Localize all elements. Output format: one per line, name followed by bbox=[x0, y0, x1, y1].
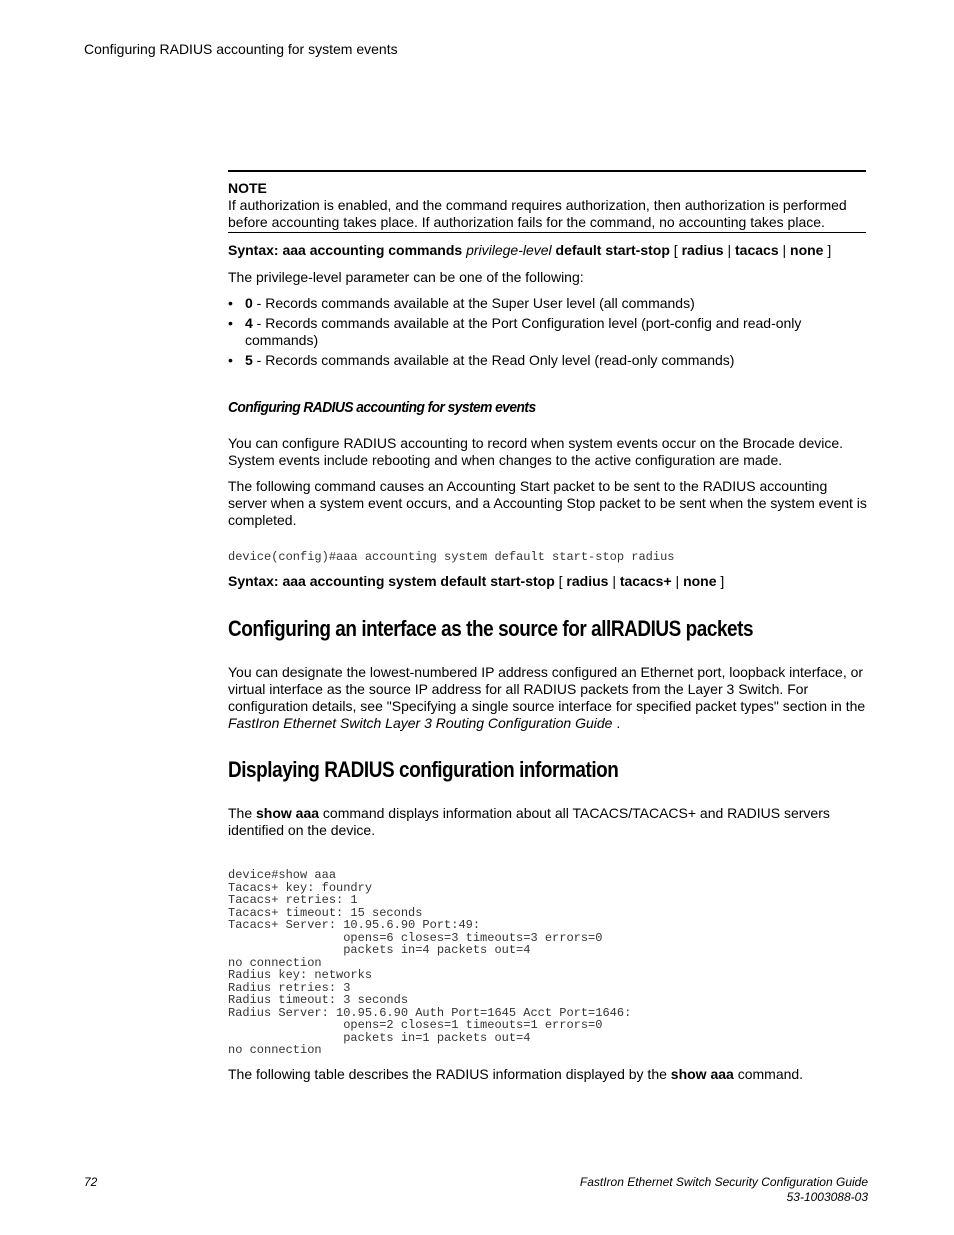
syntax-mid: default start-stop bbox=[551, 242, 674, 258]
level-text: - Records commands available at the Super User level (all commands) bbox=[252, 295, 695, 311]
command-show-aaa: show aaa bbox=[670, 1066, 734, 1082]
heading-source-interface: Configuring an interface as the source for allRADIUS packets bbox=[228, 616, 754, 641]
syntax-sep: | bbox=[778, 242, 791, 258]
table-intro-para bbox=[228, 1066, 868, 1083]
syntax-opt-radius: radius bbox=[566, 573, 609, 589]
code-show-aaa-output: device#show aaa Tacacs+ key: foundry Tacacs+ retries: 1 Tacacs+ timeout: 15 seconds Tacacs+ Server: 10.95.6.90 Port:49: opens=6 closes=3 timeouts=3 errors=0 packets in=4 packets out=4 no connection Radius key: networks Radius retries: 3 Radius timeout: 3 seconds Radius Server: 10.95.6.90 Auth Port=1645 Acct Port=1646: opens=2 closes=1 timeouts=1 errors=0 packets in=1 packets out=4 no connection bbox=[228, 868, 632, 1057]
para-start: The following table describes the RADIUS information displayed by the bbox=[228, 1066, 671, 1082]
running-header: Configuring RADIUS accounting for system events bbox=[84, 41, 398, 57]
note-label: NOTE bbox=[228, 180, 267, 196]
note-block bbox=[228, 180, 868, 231]
guide-reference: FastIron Ethernet Switch Layer 3 Routing Configuration Guide bbox=[228, 715, 613, 731]
note-top-rule bbox=[228, 170, 866, 172]
syntax-prefix: Syntax: aaa accounting commands bbox=[228, 242, 467, 258]
level-text: - Records commands available at the Port Configuration level (port-config and read-only commands) bbox=[245, 315, 802, 348]
para-text: You can designate the lowest-numbered IP address configured an Ethernet port, loopback interface, or virtual interface as the source IP address for all RADIUS packets from the Layer 3 Switch. For configuration details, see "Specifying a single source interface for specified packet types" section in the bbox=[228, 664, 866, 714]
syntax-param: privilege-level bbox=[466, 242, 552, 258]
display-para bbox=[228, 805, 868, 839]
privilege-level-list bbox=[228, 295, 868, 372]
note-bottom-rule bbox=[228, 232, 866, 233]
heading-system-events: Configuring RADIUS accounting for system events bbox=[228, 399, 536, 416]
para-end: command. bbox=[733, 1066, 804, 1082]
para-end: . bbox=[612, 715, 621, 731]
guide-title: FastIron Ethernet Switch Security Configuration Guide bbox=[579, 1175, 868, 1189]
source-interface-para bbox=[228, 664, 868, 732]
syntax-opt-tacacs: tacacs bbox=[735, 242, 779, 258]
list-item bbox=[228, 352, 868, 369]
level-value: 0 bbox=[245, 295, 253, 311]
syntax-accounting-commands bbox=[228, 242, 868, 259]
syntax-opt-tacacs-plus: tacacs+ bbox=[619, 573, 672, 589]
para-end: command displays information about all TACACS/TACACS+ and RADIUS servers identified on the device. bbox=[228, 805, 830, 838]
syntax-sep: | bbox=[723, 242, 736, 258]
page-number: 72 bbox=[84, 1175, 98, 1189]
syntax-bracket-close: ] bbox=[716, 573, 725, 589]
privilege-intro: The privilege-level parameter can be one of the following: bbox=[228, 269, 584, 285]
syntax-bracket-close: ] bbox=[823, 242, 832, 258]
list-item bbox=[228, 295, 868, 312]
heading-display-radius: Displaying RADIUS configuration information bbox=[228, 757, 619, 782]
syntax-opt-none: none bbox=[683, 573, 717, 589]
level-value: 5 bbox=[245, 352, 253, 368]
syntax-prefix: Syntax: aaa accounting system default start-stop bbox=[228, 573, 559, 589]
syntax-bracket-open: [ bbox=[673, 242, 682, 258]
code-system-accounting: device(config)#aaa accounting system default start-stop radius bbox=[228, 550, 675, 564]
level-value: 4 bbox=[245, 315, 253, 331]
syntax-bracket-open: [ bbox=[558, 573, 567, 589]
syntax-opt-none: none bbox=[790, 242, 824, 258]
command-show-aaa: show aaa bbox=[256, 805, 320, 821]
sys-events-para1: You can configure RADIUS accounting to record when system events occur on the Brocade device. System events include rebooting and when changes to the active configuration are made. bbox=[228, 435, 844, 468]
syntax-sep: | bbox=[608, 573, 620, 589]
list-item bbox=[228, 315, 868, 349]
syntax-opt-radius: radius bbox=[681, 242, 724, 258]
doc-number: 53-1003088-03 bbox=[786, 1190, 868, 1204]
footer-doc-info bbox=[580, 1175, 868, 1205]
level-text: - Records commands available at the Read Only level (read-only commands) bbox=[252, 352, 735, 368]
syntax-accounting-system bbox=[228, 573, 868, 590]
note-text: If authorization is enabled, and the command requires authorization, then authorization is performed before accounting takes place. If authorization fails for the command, no accounting takes place. bbox=[228, 197, 847, 230]
sys-events-para2: The following command causes an Accounting Start packet to be sent to the RADIUS accounting server when a system event occurs, and a Accounting Stop packet to be sent when the system event is completed. bbox=[228, 478, 867, 528]
para-start: The bbox=[228, 805, 257, 821]
syntax-sep: | bbox=[671, 573, 684, 589]
